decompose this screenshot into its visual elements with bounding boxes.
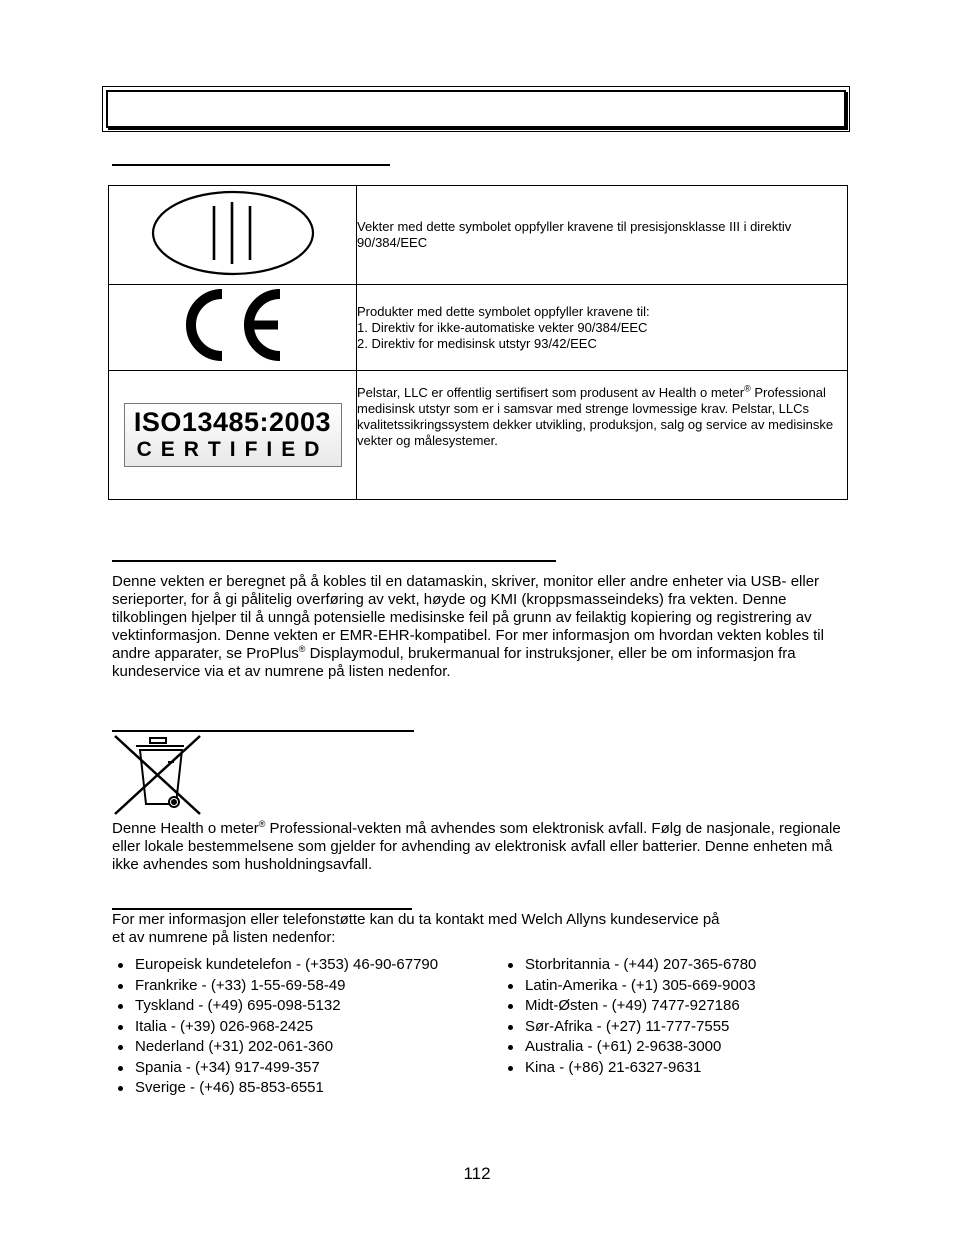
weee-crossed-bin-icon	[112, 734, 206, 816]
class-iii-oval-icon	[150, 190, 316, 276]
phone-list-left	[112, 955, 502, 1099]
iso-symbol-cell	[109, 371, 357, 500]
list-item: Tyskland - (+49) 695-098-5132	[112, 996, 502, 1017]
registered-mark: ®	[744, 383, 751, 394]
list-item: Australia - (+61) 2-9638-3000	[502, 1037, 842, 1058]
table-row	[109, 186, 848, 285]
ce-description	[357, 285, 848, 371]
list-item: Storbritannia - (+44) 207-365-6780	[502, 955, 842, 976]
connectivity-paragraph	[112, 573, 857, 681]
list-item: Sverige - (+46) 85-853-6551	[112, 1078, 502, 1099]
ce-mark-icon	[178, 288, 288, 362]
phone-list-right	[502, 955, 842, 1078]
list-item: Kina - (+86) 21-6327-9631	[502, 1058, 842, 1079]
disposal-text: Denne Health o meter	[112, 820, 259, 837]
ce-description-line: Produkter med dette symbolet oppfyller kravene til:	[357, 303, 650, 319]
ce-description-line: 2. Direktiv for medisinsk utstyr 93/42/EEC	[357, 335, 597, 351]
registered-mark: ®	[298, 644, 306, 654]
class-iii-symbol-cell	[109, 186, 357, 285]
list-item: Midt-Østen - (+49) 7477-927186	[502, 996, 842, 1017]
list-item: Latin-Amerika - (+1) 305-669-9003	[502, 976, 842, 997]
disposal-paragraph	[112, 820, 857, 874]
page-number: 112	[463, 1164, 491, 1183]
list-item: Sør-Afrika - (+27) 11-777-7555	[502, 1017, 842, 1038]
ce-description-line: 1. Direktiv for ikke-automatiske vekter 90/384/EEC	[357, 319, 648, 335]
section-title-frame-inner	[106, 90, 846, 128]
contact-intro	[112, 911, 857, 947]
list-item: Frankrike - (+33) 1-55-69-58-49	[112, 976, 502, 997]
iso-logo-number: ISO13485:2003	[133, 407, 332, 437]
iso-description-text: Pelstar, LLC er offentlig sertifisert som produsent av Health o meter	[357, 385, 745, 400]
iso-description	[357, 371, 848, 500]
contact-intro-line: For mer informasjon eller telefonstøtte kan du ta kontakt med Welch Allyns kundeservice på	[112, 911, 720, 928]
iso-logo-certified: CERTIFIED	[136, 438, 329, 461]
list-item: Spania - (+34) 917-499-357	[112, 1058, 502, 1079]
iso-description-text: Professional medisinsk utstyr som er i samsvar med strenge lovmessige krav. Pelstar, LLCs kvalitetssikringssystem dekker utvikling, produksjon, salg og service av medisinske vekter og målesystemer.	[357, 385, 834, 448]
table-row	[109, 285, 848, 371]
class-iii-description: Vekter med dette symbolet oppfyller kravene til presisjonsklasse III i direktiv 90/384/EEC	[357, 186, 848, 285]
symbols-heading-rule	[112, 164, 390, 166]
list-item: Italia - (+39) 026-968-2425	[112, 1017, 502, 1038]
list-item: Europeisk kundetelefon - (+353) 46-90-67790	[112, 955, 502, 976]
symbols-table	[108, 185, 848, 500]
connectivity-heading-rule	[112, 560, 556, 562]
contact-intro-line: et av numrene på listen nedenfor:	[112, 929, 336, 946]
list-item: Nederland (+31) 202-061-360	[112, 1037, 502, 1058]
disposal-text: Professional-vekten må avhendes som elektronisk avfall. Følg de nasjonale, regionale eller lokale bestemmelsene som gjelder for avhending av elektronisk avfall eller batterier. Denne enheten må ikke avhendes som husholdningsavfall.	[112, 820, 841, 873]
connectivity-text: Denne vekten er beregnet på å kobles til en datamaskin, skriver, monitor eller andre enheter via USB- eller serieporter, for å gi pålitelig overføring av vekt, høyde og KMI (kroppsmasseindeks) fra vekten. Denne tilkoblingen hjelper til å unngå potensielle medisinske feil på grunn av feilaktig kopiering og registrering av vektinformasjon. Denne vekten er EMR-EHR-kompatibel. For mer informasjon om hvordan vekten kobles til andre apparater, se ProPlus	[112, 573, 824, 662]
contact-heading-rule	[112, 908, 412, 910]
iso-certified-logo	[124, 403, 342, 467]
connectivity-text: Displaymodul, brukermanual for instruksjoner, eller be om informasjon fra kundeservice via et av numrene på listen nedenfor.	[112, 645, 796, 680]
disposal-heading-rule	[112, 730, 414, 732]
ce-symbol-cell	[109, 285, 357, 371]
table-row	[109, 371, 848, 500]
section-title-frame	[102, 86, 850, 132]
registered-mark: ®	[258, 819, 266, 829]
